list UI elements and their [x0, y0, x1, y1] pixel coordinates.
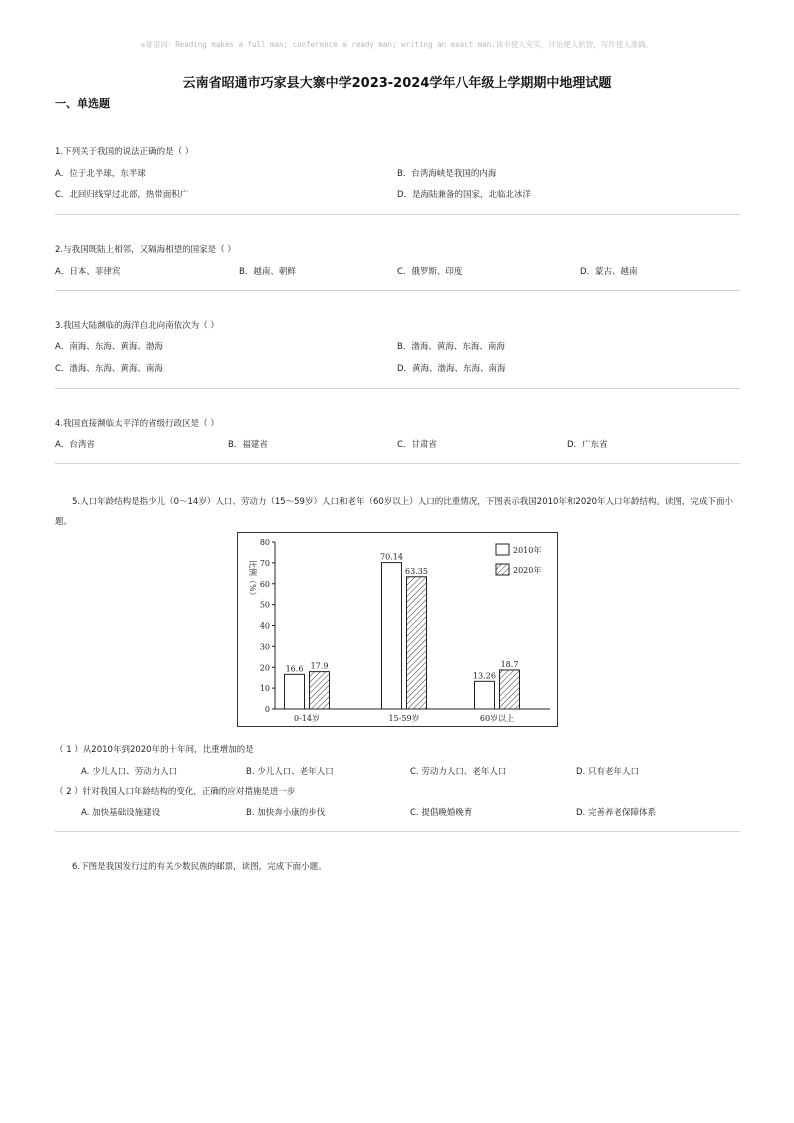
q4-option-c[interactable]: C．甘肃省 — [397, 440, 437, 450]
q1-stem: 1.下列关于我国的说法正确的是（ ） — [55, 147, 194, 157]
q2-option-c[interactable]: C．俄罗斯、印度 — [397, 267, 463, 277]
bar-2010-0 — [285, 674, 305, 709]
y-axis-label: 比例（%） — [248, 560, 257, 600]
y-tick-label: 0 — [264, 705, 270, 714]
q5-sub2-option-b[interactable]: B. 加快奔小康的步伐 — [246, 808, 326, 818]
data-label: 63.35 — [405, 566, 428, 576]
q3-option-b[interactable]: B．渤海、黄海、东海、南海 — [397, 342, 505, 352]
q5-sub2-option-c[interactable]: C. 提倡晚婚晚育 — [410, 808, 473, 818]
bar-2010-2 — [475, 681, 495, 709]
divider — [55, 290, 740, 291]
q3-option-c[interactable]: C．渤海、东海、黄海、南海 — [55, 364, 163, 374]
legend-label: 2010年 — [513, 546, 542, 555]
q2-stem: 2.与我国既陆上相邻，又隔海相望的国家是（ ） — [55, 245, 236, 255]
data-label: 13.26 — [473, 671, 496, 681]
q2-option-d[interactable]: D．蒙古、越南 — [580, 267, 638, 277]
data-label: 70.14 — [380, 552, 403, 562]
q5-sub1-option-a[interactable]: A. 少儿人口、劳动力人口 — [81, 767, 178, 777]
q4-option-a[interactable]: A．台湾省 — [55, 440, 95, 450]
q1-option-d[interactable]: D．是海陆兼备的国家，北临北冰洋 — [397, 190, 532, 200]
q3-stem: 3.我国大陆濒临的海洋自北向南依次为（ ） — [55, 321, 219, 331]
bar-chart-svg — [238, 533, 559, 728]
q5-sub1-stem: （ 1 ）从2010年到2020年的十年间，比重增加的是 — [55, 745, 254, 755]
q5-sub2-option-a[interactable]: A. 加快基础设施建设 — [81, 808, 161, 818]
q5-stem: 5.人口年龄结构是指少儿（0～14岁）人口、劳动力（15～59岁）人口和老年（60岁以上）人口的比重情况，下图表示我国2010年和2020年人口年龄结构。读图，完成下面小题。 — [55, 497, 734, 527]
page-title: 云南省昭通市巧家县大寨中学2023-2024学年八年级上学期期中地理试题 — [182, 76, 612, 91]
data-label: 17.9 — [310, 661, 329, 671]
data-label: 16.6 — [285, 664, 304, 674]
q4-option-d[interactable]: D．广东省 — [567, 440, 608, 450]
bar-2020-0 — [310, 672, 330, 709]
y-tick-label: 10 — [259, 684, 270, 694]
legend-swatch-2020 — [496, 564, 509, 575]
q5-sub1-option-b[interactable]: B. 少儿人口、老年人口 — [246, 767, 334, 777]
q2-option-a[interactable]: A．日本、菲律宾 — [55, 267, 121, 277]
q3-option-a[interactable]: A．南海、东海、黄海、渤海 — [55, 342, 163, 352]
divider — [55, 214, 740, 215]
section-heading: 一、单选题 — [55, 97, 110, 110]
bar-2010-1 — [382, 563, 402, 709]
q1-option-c[interactable]: C．北回归线穿过北部，热带面积广 — [55, 190, 189, 200]
population-structure-chart — [237, 532, 558, 727]
x-tick-label: 60岁以上 — [479, 714, 515, 723]
bar-2020-2 — [500, 670, 520, 709]
y-tick-label: 60 — [259, 579, 270, 589]
legend-label: 2020年 — [513, 566, 542, 575]
bar-2020-1 — [407, 577, 427, 709]
q3-option-d[interactable]: D．黄海、渤海、东海、南海 — [397, 364, 506, 374]
q5-sub1-option-d[interactable]: D. 只有老年人口 — [576, 767, 639, 777]
q5-sub2-stem: （ 2 ）针对我国人口年龄结构的变化，正确的应对措施是进一步 — [55, 787, 296, 797]
y-tick-label: 80 — [259, 538, 270, 547]
divider — [55, 388, 740, 389]
x-tick-label: 15-59岁 — [388, 714, 420, 723]
q4-stem: 4.我国直接濒临太平洋的省级行政区是（ ） — [55, 419, 219, 429]
q5-sub2-option-d[interactable]: D. 完善养老保障体系 — [576, 808, 656, 818]
y-tick-label: 20 — [259, 663, 270, 673]
q1-option-b[interactable]: B．台湾海峡是我国的内海 — [397, 169, 497, 179]
q5-sub1-option-c[interactable]: C. 劳动力人口、老年人口 — [410, 767, 507, 777]
divider — [55, 463, 740, 464]
x-tick-label: 0-14岁 — [294, 714, 320, 723]
y-tick-label: 50 — [259, 600, 270, 610]
motto-header: ◎寄语词：Reading makes a full man; conference a ready man; writing an exact man.读书使人充实，讨论使人机智，写作使人准确。 — [140, 40, 654, 49]
q6-stem: 6.下图是我国发行过的有关少数民族的邮票，读图，完成下面小题。 — [72, 862, 327, 872]
legend-swatch-2010 — [496, 544, 509, 555]
y-tick-label: 70 — [259, 558, 270, 568]
divider — [55, 831, 740, 832]
y-tick-label: 30 — [259, 642, 270, 652]
data-label: 18.7 — [500, 659, 519, 669]
q2-option-b[interactable]: B．越南、朝鲜 — [239, 267, 296, 277]
q4-option-b[interactable]: B．福建省 — [228, 440, 268, 450]
y-tick-label: 40 — [259, 621, 270, 631]
q1-option-a[interactable]: A．位于北半球，东半球 — [55, 169, 146, 179]
